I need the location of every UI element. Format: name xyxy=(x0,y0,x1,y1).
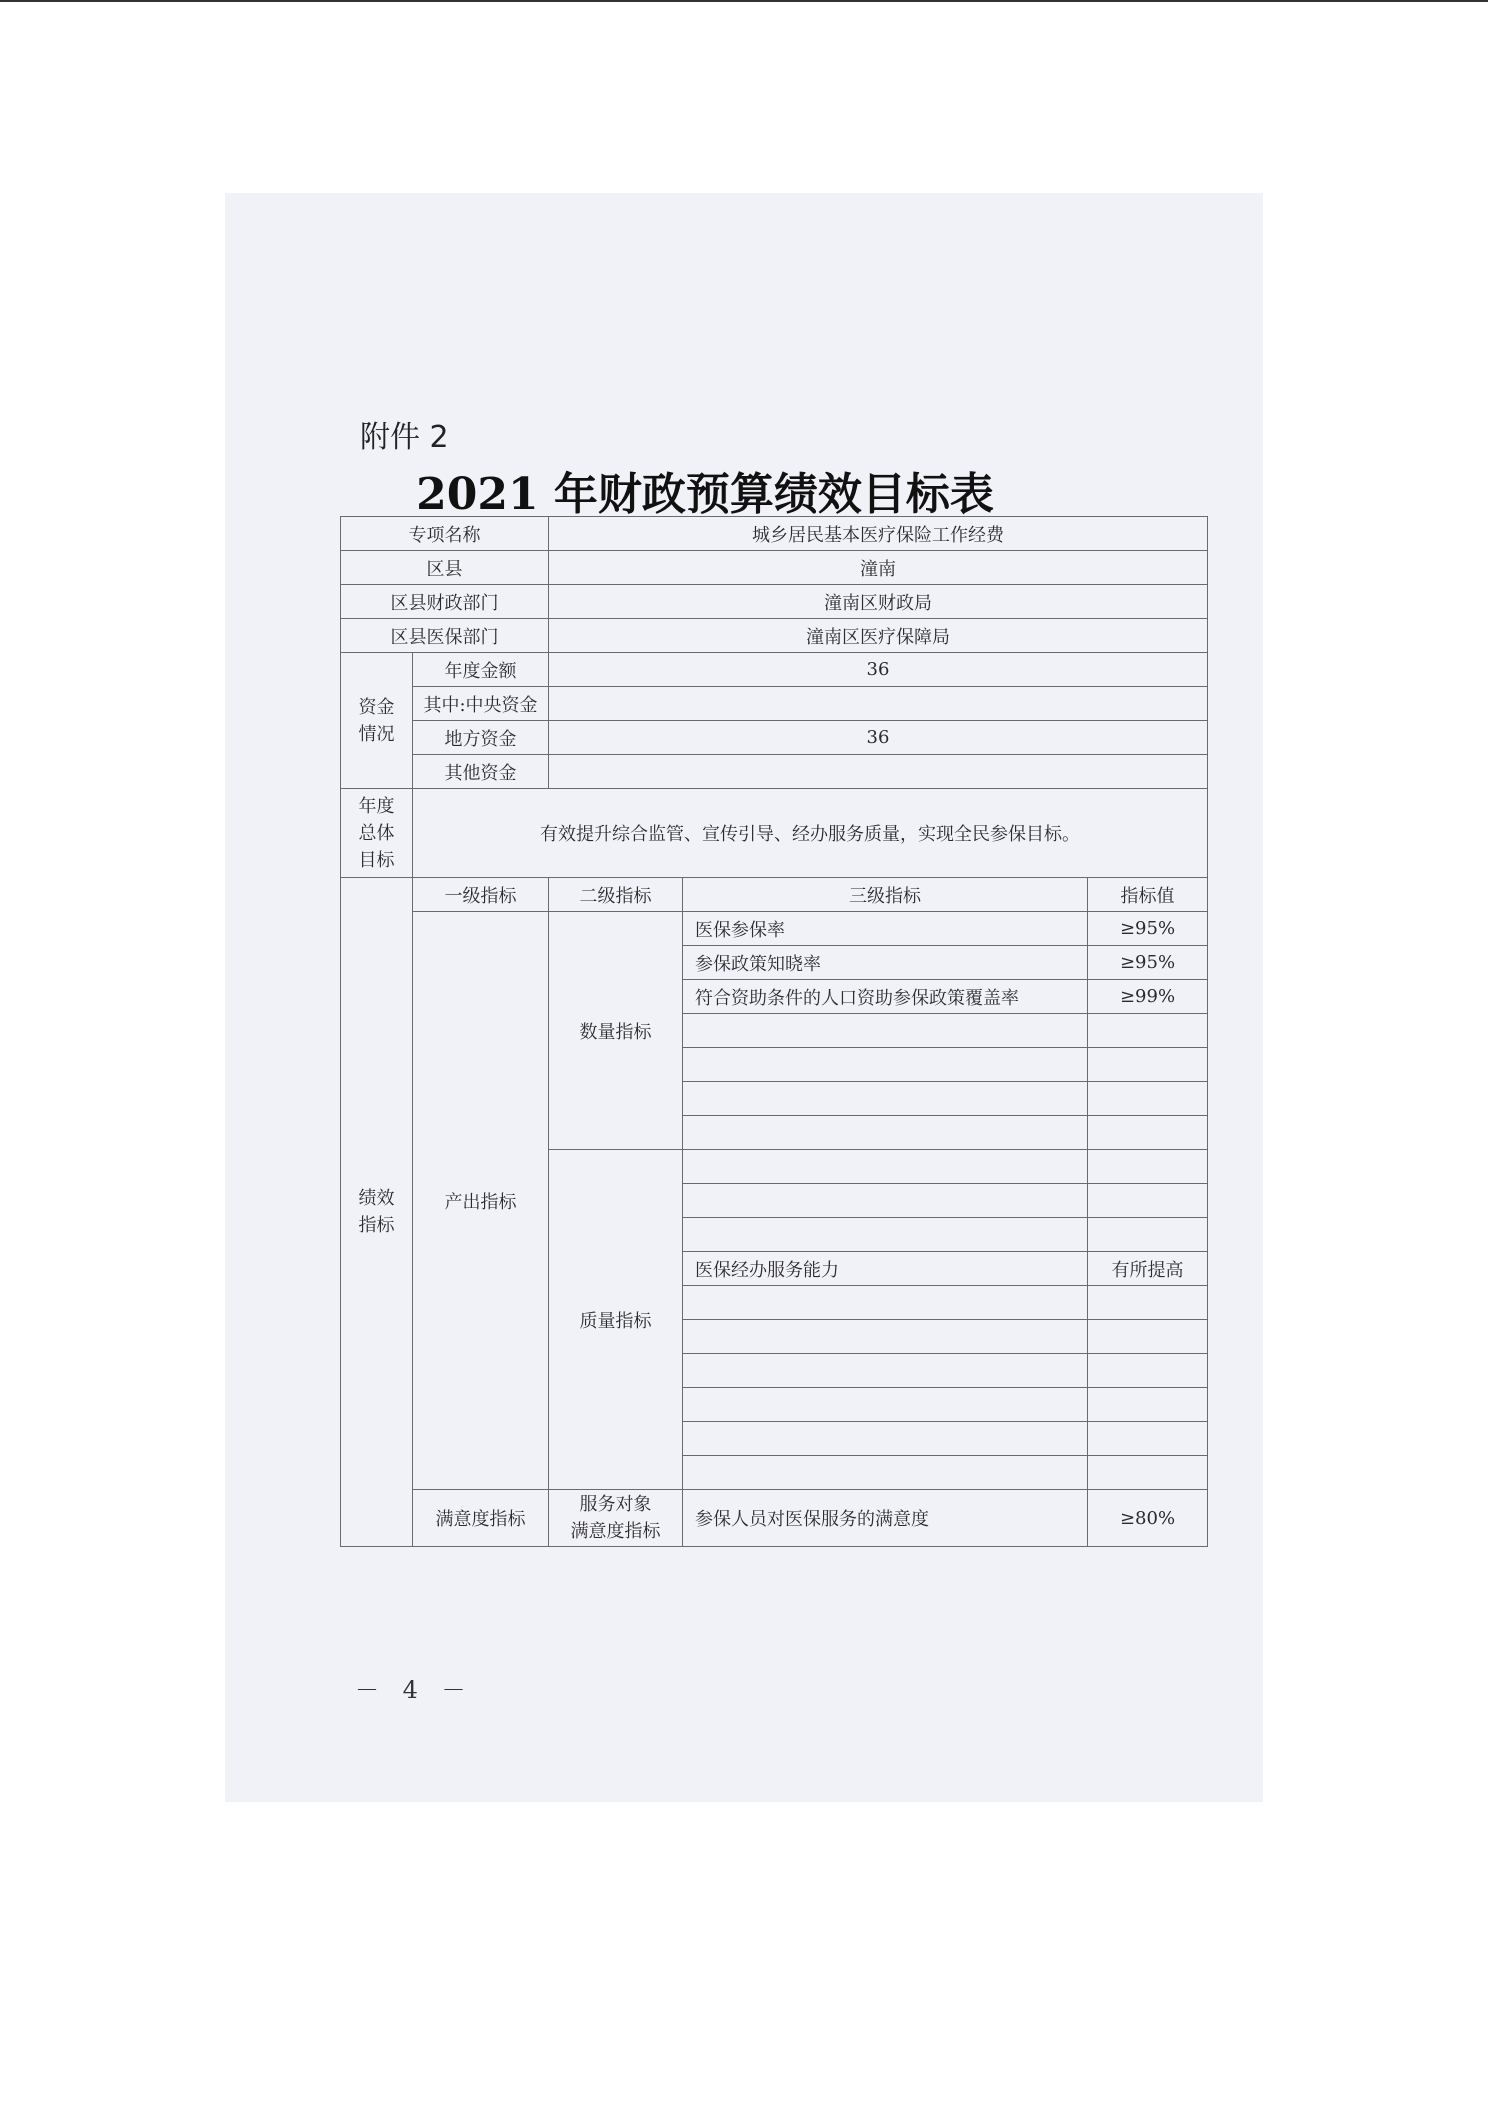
indicator-name xyxy=(683,1048,1088,1082)
project-value: 城乡居民基本医疗保险工作经费 xyxy=(549,517,1208,551)
indicator-name: 医保参保率 xyxy=(683,912,1088,946)
header-value: 指标值 xyxy=(1088,878,1208,912)
indicator-value: ≥99% xyxy=(1088,980,1208,1014)
indicator-value xyxy=(1088,1354,1208,1388)
funds-group-label: 资金 情况 xyxy=(341,653,413,789)
indicator-name xyxy=(683,1218,1088,1252)
funds-label: 年度金额 xyxy=(413,653,549,687)
table-row xyxy=(341,551,1208,585)
performance-group-label: 绩效 指标 xyxy=(341,878,413,1547)
indicator-name xyxy=(683,1116,1088,1150)
funds-label: 地方资金 xyxy=(413,721,549,755)
indicator-value xyxy=(1088,1048,1208,1082)
quantity-label: 数量指标 xyxy=(549,912,683,1150)
indicator-name xyxy=(683,1184,1088,1218)
district-label: 区县 xyxy=(341,551,549,585)
table-row xyxy=(341,878,1208,912)
indicator-value xyxy=(1088,1456,1208,1490)
indicator-value xyxy=(1088,1286,1208,1320)
indicator-value: ≥95% xyxy=(1088,946,1208,980)
header-level3: 三级指标 xyxy=(683,878,1088,912)
indicator-name xyxy=(683,1286,1088,1320)
page-number: － 4 － xyxy=(355,1676,474,1704)
finance-dept-label: 区县财政部门 xyxy=(341,585,549,619)
indicator-name xyxy=(683,1388,1088,1422)
table-row xyxy=(341,755,1208,789)
indicator-name: 符合资助条件的人口资助参保政策覆盖率 xyxy=(683,980,1088,1014)
indicator-value xyxy=(1088,1218,1208,1252)
district-value: 潼南 xyxy=(549,551,1208,585)
table-row xyxy=(341,585,1208,619)
page-title: 2021 年财政预算绩效目标表 xyxy=(416,469,994,520)
table-row xyxy=(341,912,1208,946)
finance-dept-value: 潼南区财政局 xyxy=(549,585,1208,619)
indicator-name xyxy=(683,1014,1088,1048)
table-row xyxy=(341,1490,1208,1547)
indicator-name: 医保经办服务能力 xyxy=(683,1252,1088,1286)
indicator-value: 有所提高 xyxy=(1088,1252,1208,1286)
indicator-name xyxy=(683,1150,1088,1184)
table-row xyxy=(341,517,1208,551)
indicator-value: ≥95% xyxy=(1088,912,1208,946)
project-label: 专项名称 xyxy=(341,517,549,551)
table-row xyxy=(341,687,1208,721)
table-row xyxy=(341,721,1208,755)
indicator-value xyxy=(1088,1150,1208,1184)
satisfaction-level2: 服务对象 满意度指标 xyxy=(549,1490,683,1547)
output-label: 产出指标 xyxy=(413,912,549,1490)
annual-goal-text: 有效提升综合监管、宣传引导、经办服务质量，实现全民参保目标。 xyxy=(413,789,1208,878)
satisfaction-level1: 满意度指标 xyxy=(413,1490,549,1547)
indicator-value xyxy=(1088,1082,1208,1116)
top-border-line xyxy=(0,0,1488,2)
indicator-value xyxy=(1088,1388,1208,1422)
indicator-value xyxy=(1088,1014,1208,1048)
indicator-name xyxy=(683,1422,1088,1456)
indicator-value: ≥80% xyxy=(1088,1490,1208,1547)
attachment-label: 附件 2 xyxy=(360,420,449,455)
quality-label: 质量指标 xyxy=(549,1150,683,1490)
indicator-name xyxy=(683,1320,1088,1354)
indicator-name xyxy=(683,1082,1088,1116)
funds-value: 36 xyxy=(549,653,1208,687)
funds-value xyxy=(549,755,1208,789)
table-row xyxy=(341,789,1208,878)
table-row xyxy=(341,619,1208,653)
header-level1: 一级指标 xyxy=(413,878,549,912)
medical-dept-value: 潼南区医疗保障局 xyxy=(549,619,1208,653)
indicator-value xyxy=(1088,1422,1208,1456)
indicator-value xyxy=(1088,1116,1208,1150)
indicator-name xyxy=(683,1354,1088,1388)
indicator-name: 参保政策知晓率 xyxy=(683,946,1088,980)
indicator-name xyxy=(683,1456,1088,1490)
table-row xyxy=(341,653,1208,687)
medical-dept-label: 区县医保部门 xyxy=(341,619,549,653)
funds-value: 36 xyxy=(549,721,1208,755)
annual-goal-label: 年度 总体 目标 xyxy=(341,789,413,878)
indicator-name: 参保人员对医保服务的满意度 xyxy=(683,1490,1088,1547)
funds-label: 其他资金 xyxy=(413,755,549,789)
funds-value xyxy=(549,687,1208,721)
indicator-value xyxy=(1088,1320,1208,1354)
header-level2: 二级指标 xyxy=(549,878,683,912)
funds-label: 其中:中央资金 xyxy=(413,687,549,721)
indicator-value xyxy=(1088,1184,1208,1218)
performance-target-table xyxy=(340,516,1208,1547)
